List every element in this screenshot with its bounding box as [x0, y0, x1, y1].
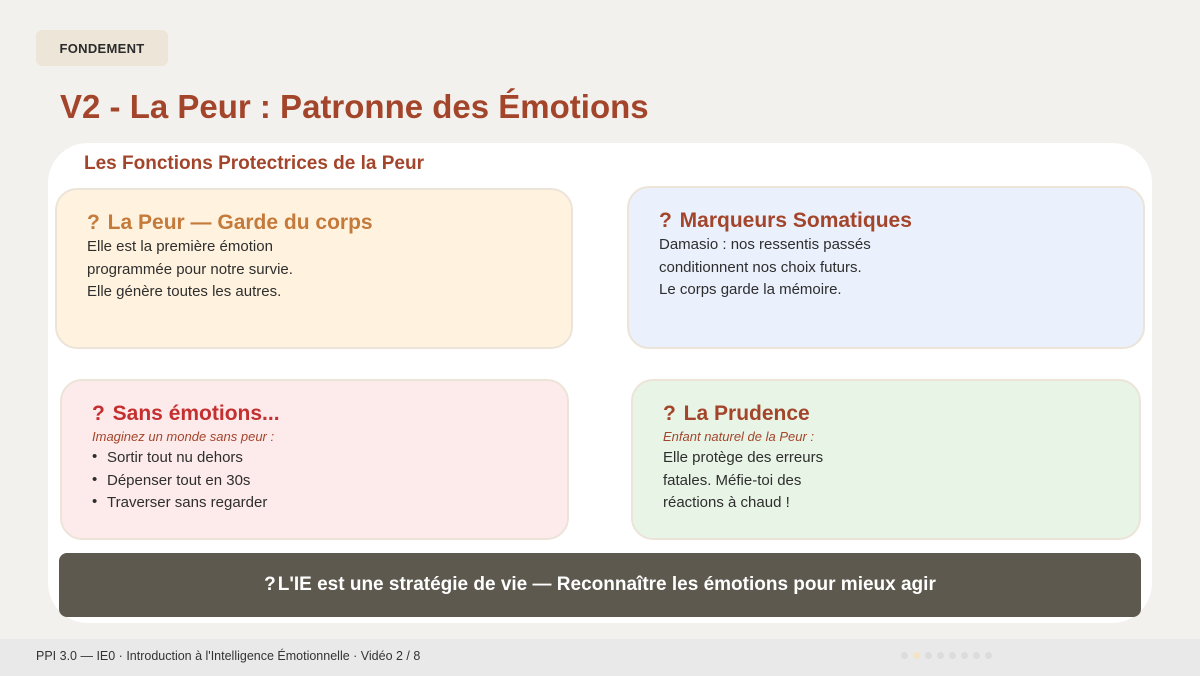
banner-text: L'IE est une stratégie de vie — Reconnaître les émotions pour mieux agir [277, 574, 936, 595]
progress-dot [913, 652, 920, 659]
card-title [663, 401, 1109, 427]
lightbulb-icon: ? [663, 402, 676, 425]
warning-icon: ? [92, 402, 105, 425]
card-title [87, 210, 541, 236]
card-title-text: Marqueurs Somatiques [679, 209, 912, 232]
card-text-line: Elle génère toutes les autres. [87, 283, 282, 300]
card-title-text: La Peur — Garde du corps [107, 211, 373, 234]
card-fear-bodyguard [55, 188, 573, 349]
card-without-emotions [60, 379, 569, 540]
progress-dot [985, 652, 992, 659]
list-item: • Sortir tout nu dehors [92, 447, 537, 470]
progress-dot [949, 652, 956, 659]
footer-text: PPI 3.0 — IE0 · Introduction à l'Intelligence Émotionnelle · Vidéo 2 / 8 [36, 649, 421, 663]
card-text-line: Elle protège des erreurs [663, 449, 824, 466]
card-text-line: programmée pour notre survie. [87, 260, 293, 278]
target-icon: ? [264, 574, 276, 595]
brain-icon: ? [659, 209, 672, 232]
progress-dot [937, 652, 944, 659]
progress-dots [901, 652, 992, 659]
card-text-line: fatales. Méfie-toi des [663, 471, 802, 489]
progress-dot [901, 652, 908, 659]
section-subtitle: Les Fonctions Protectrices de la Peur [84, 153, 424, 174]
card-prudence [631, 379, 1141, 540]
card-text-line: Damasio : nos ressentis passés [659, 236, 871, 253]
page-title: V2 - La Peur : Patronne des Émotions [60, 88, 649, 125]
card-title [92, 401, 537, 427]
key-takeaway-banner [59, 553, 1141, 617]
list-item: • Traverser sans regarder [92, 492, 537, 515]
card-title [659, 208, 1113, 234]
card-text-line: réactions à chaud ! [663, 494, 790, 511]
section-tag: FONDEMENT [36, 30, 168, 66]
card-text-line: Elle est la première émotion [87, 238, 273, 255]
footer [0, 639, 1200, 676]
card-somatic-markers [627, 186, 1145, 349]
progress-dot [925, 652, 932, 659]
shield-icon: ? [87, 211, 100, 234]
card-subtitle: Enfant naturel de la Peur : [663, 429, 815, 444]
progress-dot [973, 652, 980, 659]
card-title-text: Sans émotions... [112, 402, 280, 425]
progress-dot [961, 652, 968, 659]
card-title-text: La Prudence [683, 402, 810, 425]
card-subtitle: Imaginez un monde sans peur : [92, 429, 275, 444]
card-list [92, 447, 537, 515]
list-item: • Dépenser tout en 30s [92, 470, 537, 493]
card-text-line: Le corps garde la mémoire. [659, 281, 842, 298]
card-text-line: conditionnent nos choix futurs. [659, 258, 862, 276]
